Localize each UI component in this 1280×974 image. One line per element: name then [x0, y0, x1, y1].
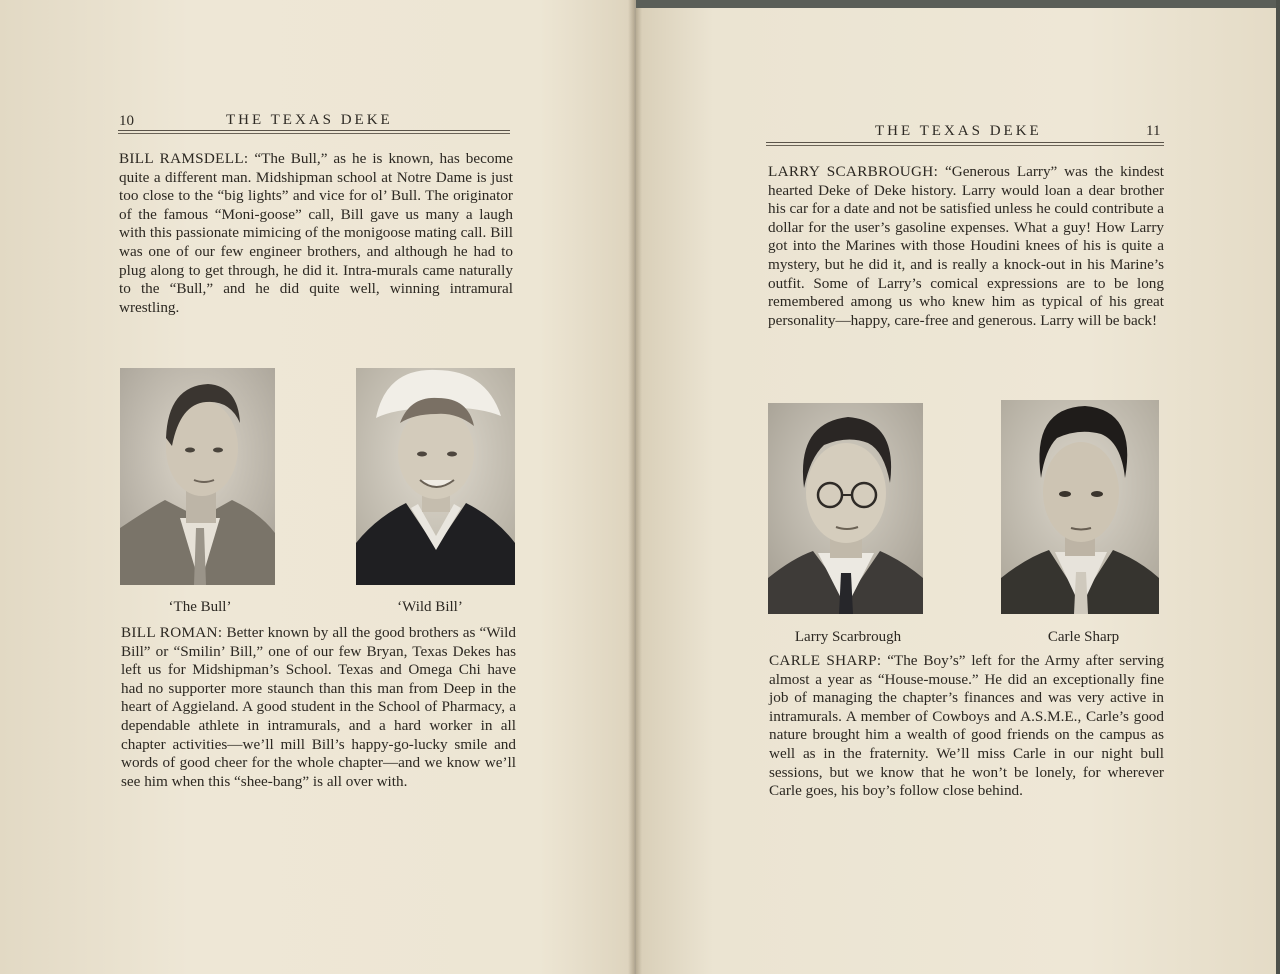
- entry-text: Better known by all the good brothers as “Wild Bill” or “Smilin’ Bill,” one of our few Bryan, Texas Dekes has left us for Midshipman’s School. Texas and Omega Chi have had no supporter more staunch than this man from Deep in the heart of Aggieland. A good student in the School of Pharmacy, a dependable athlete in intramurals, and a hard worker in all chapter activities—we’ll mill Bill’s happy-go-lucky smile and words of good cheer for the whole chapter—and we know we’ll see him when this “shee-bang” is all over with.: [121, 624, 516, 790]
- entry-text: “Generous Larry” was the kindest hearted Deke of Deke history. Larry would loan a dear brother his car for a date and not be satisfied unless he could contribute a dollar for the user’s gasoline expenses. What a guy! How Larry got into the Marines with those Houdini knees of his is quite a mystery, but he did it, and is really a knock-out in his Marine’s outfit. Some of Larry’s comical expressions are to be long remembered among us who knew him as typical of his great personality—happy, care-free and generous. Larry will be back!: [768, 163, 1165, 329]
- portrait-the-bull: [120, 368, 275, 585]
- left-page: [0, 0, 634, 974]
- entry-bill-ramsdell: [119, 150, 513, 317]
- page-number-right: 11: [1146, 123, 1161, 139]
- caption-larry-scarbrough: Larry Scarbrough: [794, 629, 902, 645]
- cover-edge-top: [636, 0, 1280, 8]
- entry-name: LARRY SCARBROUGH:: [768, 163, 939, 180]
- entry-bill-roman: [121, 624, 516, 791]
- portrait-larry-scarbrough: [768, 403, 923, 614]
- running-head-right: THE TEXAS DEKE: [875, 123, 1042, 139]
- entry-carle-sharp: [769, 652, 1164, 801]
- entry-name: BILL RAMSDELL:: [119, 150, 249, 167]
- entry-text: “The Bull,” as he is known, has become quite a different man. Midshipman school at Notre Dame is just too close to the “big lights” and vice for ol’ Bull. The originator of the famous “Moni-goose” call, Bill gave us many a laugh with this passionate mimicing of the monigoose mating call. Bill was one of our few engineer brothers, and although he had to plug along to get through, he did it. Intra-murals came naturally to the “Bull,” and he did quite well, winning intramural wrestling.: [119, 150, 514, 316]
- header-rule-right-2: [766, 145, 1164, 146]
- portrait-carle-sharp: [1001, 400, 1159, 614]
- right-page: [636, 0, 1280, 974]
- portrait-wild-bill: [356, 368, 515, 585]
- running-head-left: THE TEXAS DEKE: [226, 112, 393, 128]
- entry-larry-scarbrough: [768, 163, 1164, 330]
- book-gutter: [628, 0, 642, 974]
- header-rule-right: [766, 142, 1164, 143]
- entry-text: “The Boy’s” left for the Army after serving almost a year as “House-mouse.” He did an exceptionally fine job of managing the chapter’s finances and was very active in intramurals. A member of Cowboys and A.S.M.E., Carle’s good nature brought him a wealth of good friends on the campus as well as in the fraternity. We’ll miss Carle in our night bull sessions, but we know that he won’t be lonely, for wherever Carle goes, his boy’s follow close behind.: [769, 652, 1164, 800]
- page-number-left: 10: [119, 113, 134, 129]
- entry-name: CARLE SHARP:: [769, 652, 882, 669]
- header-rule-left-2: [118, 133, 510, 134]
- cover-edge-right: [1276, 0, 1280, 974]
- caption-the-bull: ‘The Bull’: [168, 599, 232, 615]
- header-rule-left: [118, 130, 510, 131]
- caption-wild-bill: ‘Wild Bill’: [397, 599, 463, 615]
- entry-name: BILL ROMAN:: [121, 624, 223, 641]
- caption-carle-sharp: Carle Sharp: [1047, 629, 1120, 645]
